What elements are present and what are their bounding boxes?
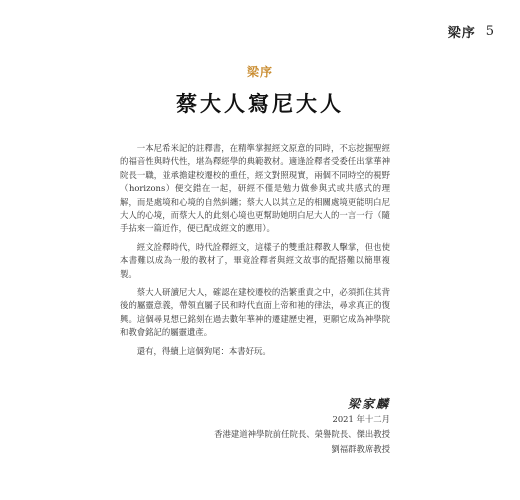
paragraph: 一本尼希米記的註釋書，在精準掌握經文原意的同時，不忘挖掘聖經的福音性與時代性，堪為釋經學的典範教材。適逢詮釋者受委任出掌華神院長一職，並承擔建校遷校的重任，經文對照現實，兩個不同時空的視野（horizons）便交錯在一起，研經不僅是勉力做參與式或共感式的理解，而是處境和心境的自然糾纏；蔡大人以其立足的相關處境更能明白尼大人的心境，而蔡大人的此刻心境也更幫助她明白尼大人的一言一行（隨手拈來一篇近作，便已配成經文的應用）。 [120, 143, 390, 234]
paragraph: 還有，得續上這個狗尾：本書好玩。 [136, 345, 271, 356]
running-head [448, 22, 494, 41]
paragraph: 經文詮釋時代，時代詮釋經文，這樣子的雙重註釋教人擊掌，但也使本書難以成為一般的教材了，畢竟詮釋者與經文故事的配搭難以簡單複製。 [120, 241, 390, 279]
paragraph: 蔡大人研讀尼大人，確認在建校遷校的浩繁重責之中，必須抓住其背後的屬靈意義，帶領直屬子民和時代直面上帝和祂的律法，尋求真正的復興。這個尋見想已銘刻在過去數年華神的遷建歷史裡，更願它成為神學院和教會銘記的屬靈遺產。 [120, 287, 390, 338]
author-signature: 梁家麟 [347, 397, 390, 411]
signature-date: 2021 年十二月 [332, 414, 390, 424]
author-title-line-1: 香港建道神學院前任院長、榮譽院長、傑出教授 [214, 429, 390, 439]
section-label: 梁序 [246, 65, 273, 79]
author-title-line-2: 劉福群教席教授 [331, 444, 390, 454]
chapter-title: 蔡大人寫尼大人 [176, 91, 344, 116]
body-text [120, 142, 390, 363]
page-number: 5 [485, 24, 494, 39]
running-title: 梁序 [447, 26, 476, 41]
